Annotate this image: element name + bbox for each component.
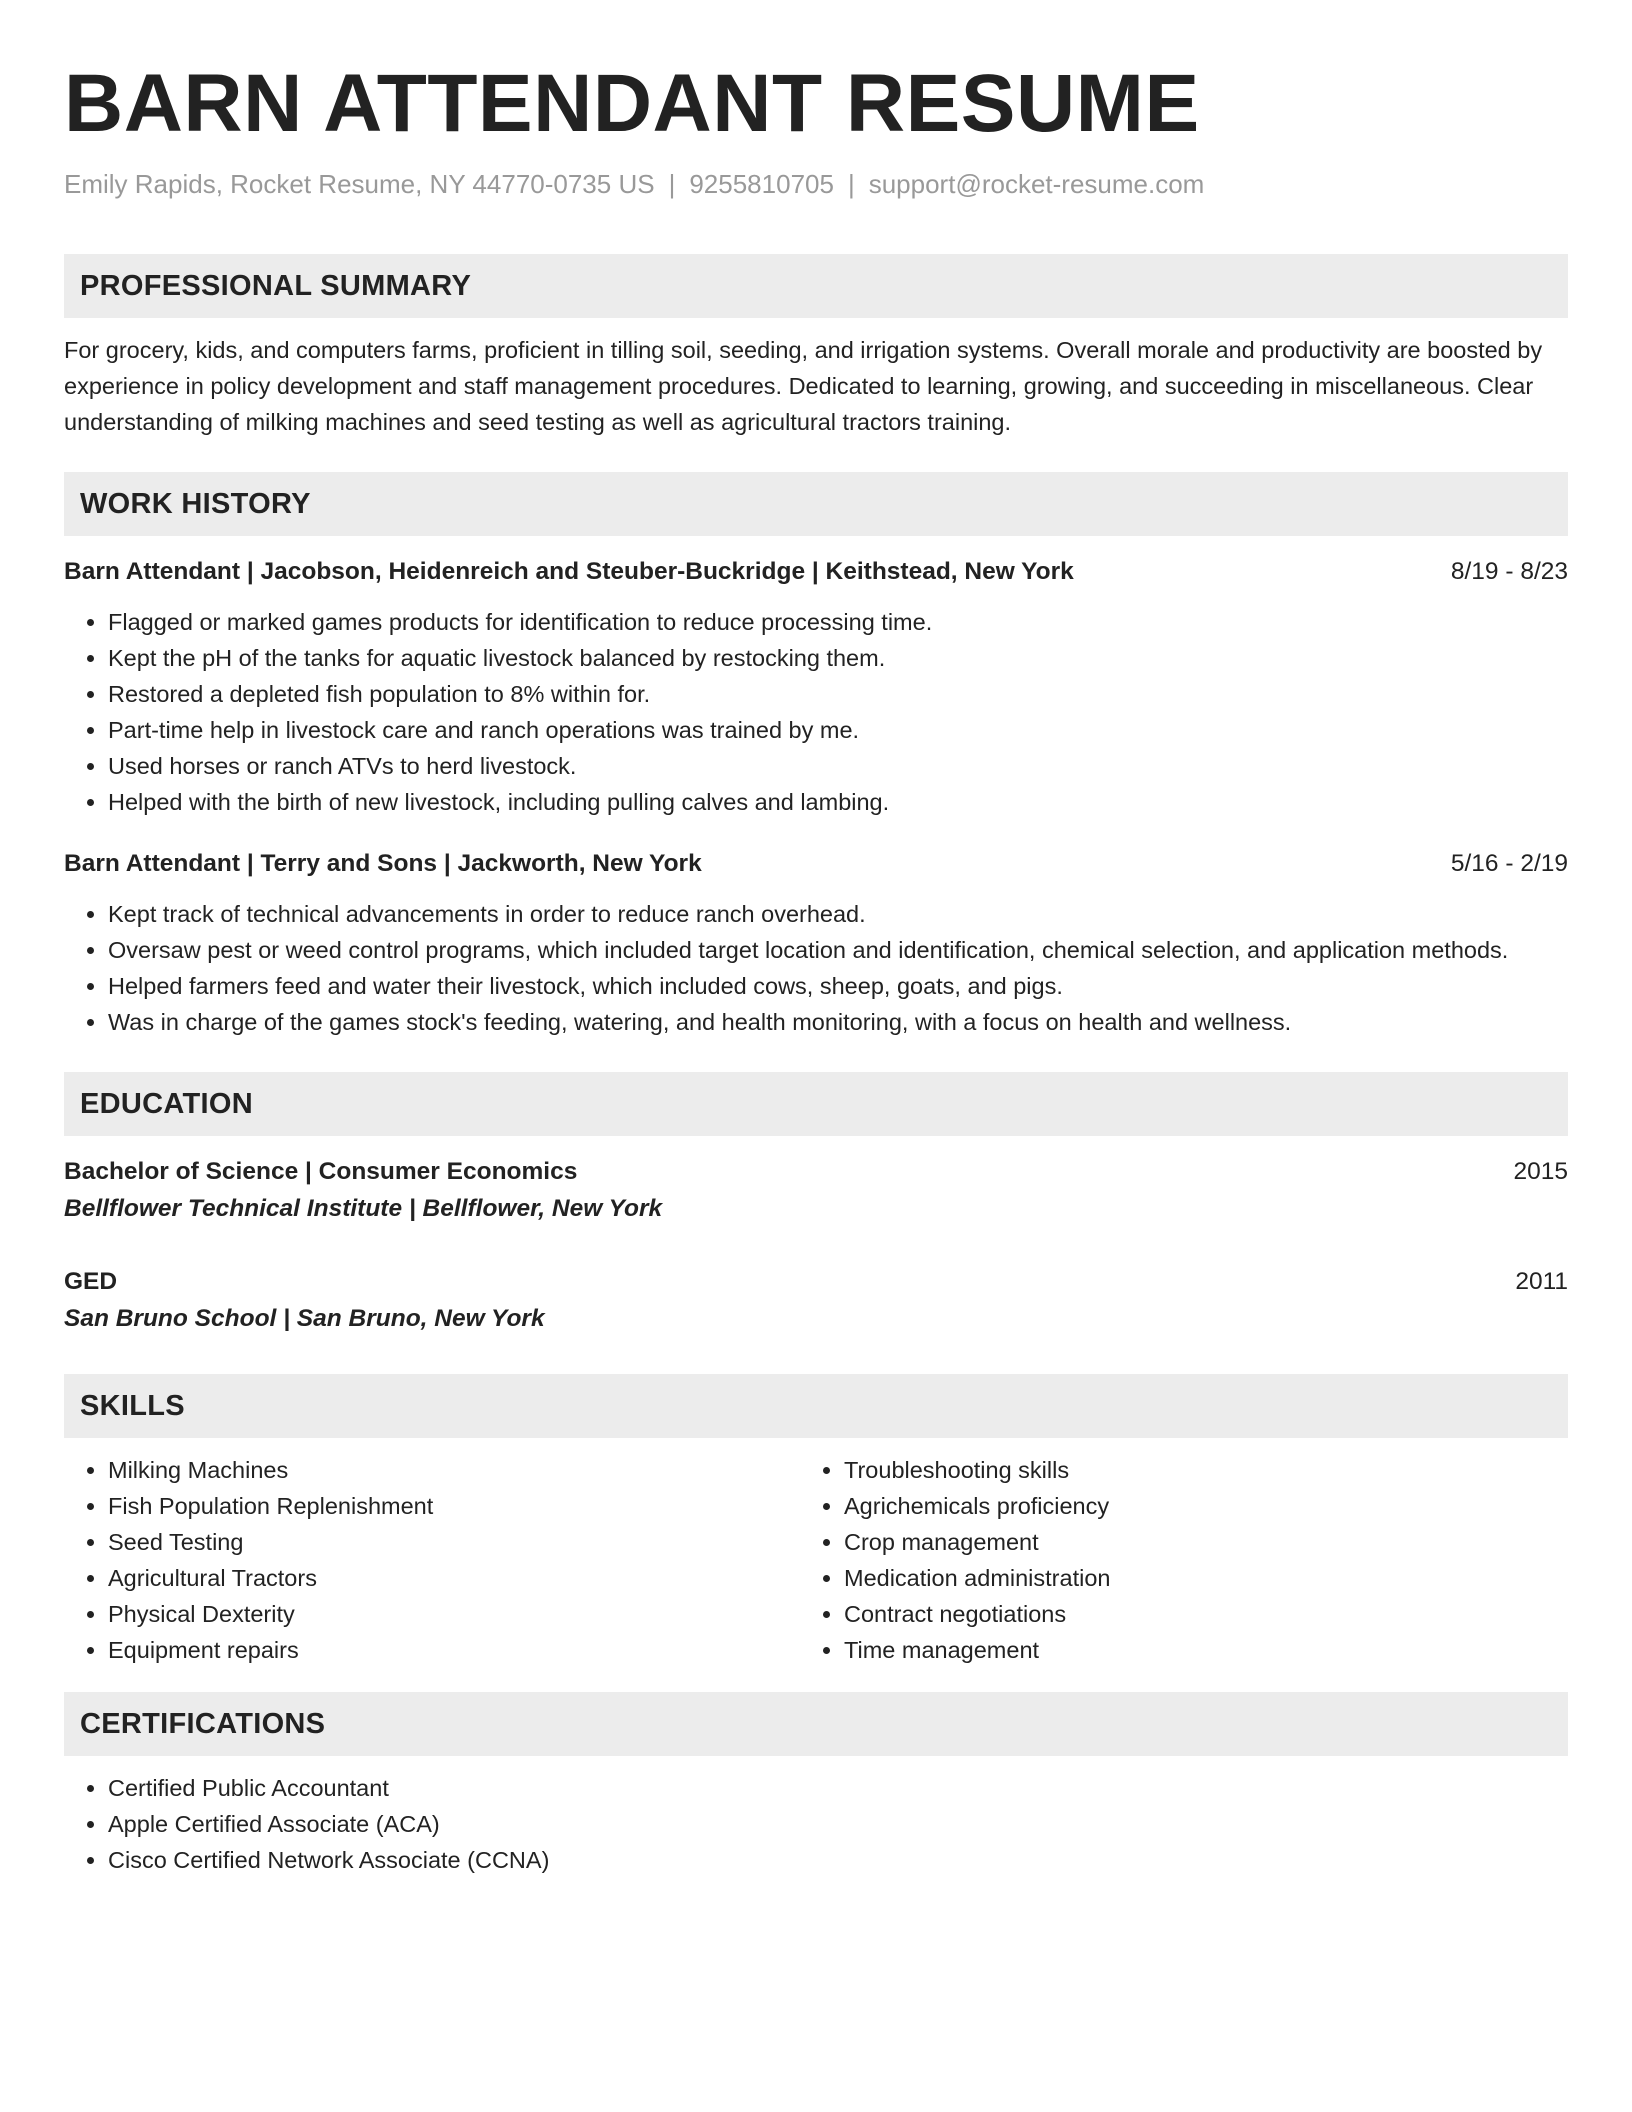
contact-email: support@rocket-resume.com: [868, 169, 1205, 199]
job-bullet: • Helped farmers feed and water their livestock, which included cows, sheep, goats, and pigs.: [108, 968, 1568, 1004]
job-title: Barn Attendant | Jacobson, Heidenreich and Steuber-Buckridge | Keithstead, New York: [64, 558, 1074, 585]
skill-item: • Contract negotiations: [844, 1596, 1536, 1632]
contact-address: Emily Rapids, Rocket Resume, NY 44770-0735 US: [64, 169, 655, 199]
certification-item: • Cisco Certified Network Associate (CCNA): [108, 1842, 1568, 1878]
job-bullet: • Was in charge of the games stock's feeding, watering, and health monitoring, with a focus on health and wellness.: [108, 1004, 1568, 1040]
education-header: [64, 1154, 1568, 1190]
job-bullet: • Oversaw pest or weed control programs, which included target location and identification, chemical selection, and application methods.: [108, 932, 1568, 968]
section-heading-work-history: WORK HISTORY: [64, 472, 1568, 536]
skill-item: • Seed Testing: [108, 1524, 800, 1560]
education-degree: Bachelor of Science | Consumer Economics: [64, 1158, 578, 1185]
job-entry: [64, 554, 1568, 820]
education-year: 2011: [1515, 1268, 1568, 1295]
contact-line: [64, 166, 1568, 202]
education-header: [64, 1264, 1568, 1300]
skill-item: • Time management: [844, 1632, 1536, 1668]
job-bullets: [64, 604, 1568, 820]
job-dates: 5/16 - 2/19: [1450, 850, 1568, 877]
skill-item: • Medication administration: [844, 1560, 1536, 1596]
job-bullet: • Restored a depleted fish population to 8% within for.: [108, 676, 1568, 712]
education-entry: [64, 1154, 1568, 1228]
skill-item: • Physical Dexterity: [108, 1596, 800, 1632]
skill-item: • Troubleshooting skills: [844, 1452, 1536, 1488]
resume-page: [64, 56, 1568, 1878]
skill-item: • Agricultural Tractors: [108, 1560, 800, 1596]
job-bullet: • Helped with the birth of new livestock, including pulling calves and lambing.: [108, 784, 1568, 820]
contact-separator: |: [668, 169, 676, 199]
resume-title: BARN ATTENDANT RESUME: [64, 58, 1200, 149]
section-heading-education: EDUCATION: [64, 1072, 1568, 1136]
job-title: Barn Attendant | Terry and Sons | Jackworth, New York: [64, 850, 702, 877]
contact-phone: 9255810705: [689, 169, 834, 199]
section-heading-summary: PROFESSIONAL SUMMARY: [64, 254, 1568, 318]
job-header: [64, 846, 1568, 882]
job-bullet: • Used horses or ranch ATVs to herd livestock.: [108, 748, 1568, 784]
job-header: [64, 554, 1568, 590]
contact-separator: |: [847, 169, 855, 199]
education-entry: [64, 1264, 1568, 1338]
education-school: Bellflower Technical Institute | Bellflower, New York: [64, 1195, 663, 1222]
skill-item: • Fish Population Replenishment: [108, 1488, 800, 1524]
certification-item: • Apple Certified Associate (ACA): [108, 1806, 1568, 1842]
skills-list-right: [800, 1452, 1536, 1668]
education-school: San Bruno School | San Bruno, New York: [64, 1305, 545, 1332]
skill-item: • Milking Machines: [108, 1452, 800, 1488]
job-bullets: [64, 896, 1568, 1040]
summary-text: For grocery, kids, and computers farms, proficient in tilling soil, seeding, and irrigation systems. Overall morale and productivity are boosted by experience in policy development and staff management procedures. Dedicated to learning, growing, and succeeding in miscellaneous. Clear understanding of milking machines and seed testing as well as agricultural tractors training.: [64, 337, 1543, 435]
education-degree: GED: [64, 1268, 118, 1295]
job-bullet: • Kept track of technical advancements in order to reduce ranch overhead.: [108, 896, 1568, 932]
skill-item: • Crop management: [844, 1524, 1536, 1560]
job-bullet: • Kept the pH of the tanks for aquatic livestock balanced by restocking them.: [108, 640, 1568, 676]
job-bullet: • Flagged or marked games products for identification to reduce processing time.: [108, 604, 1568, 640]
job-entry: [64, 846, 1568, 1040]
education-year: 2015: [1513, 1158, 1568, 1185]
certification-item: • Certified Public Accountant: [108, 1770, 1568, 1806]
job-bullet: • Part-time help in livestock care and ranch operations was trained by me.: [108, 712, 1568, 748]
certifications-list: [64, 1770, 1568, 1878]
skills-grid: [64, 1452, 1568, 1668]
skill-item: • Agrichemicals proficiency: [844, 1488, 1536, 1524]
skills-list-left: [64, 1452, 800, 1668]
skill-item: • Equipment repairs: [108, 1632, 800, 1668]
job-dates: 8/19 - 8/23: [1450, 558, 1568, 585]
section-heading-skills: SKILLS: [64, 1374, 1568, 1438]
section-heading-certifications: CERTIFICATIONS: [64, 1692, 1568, 1756]
